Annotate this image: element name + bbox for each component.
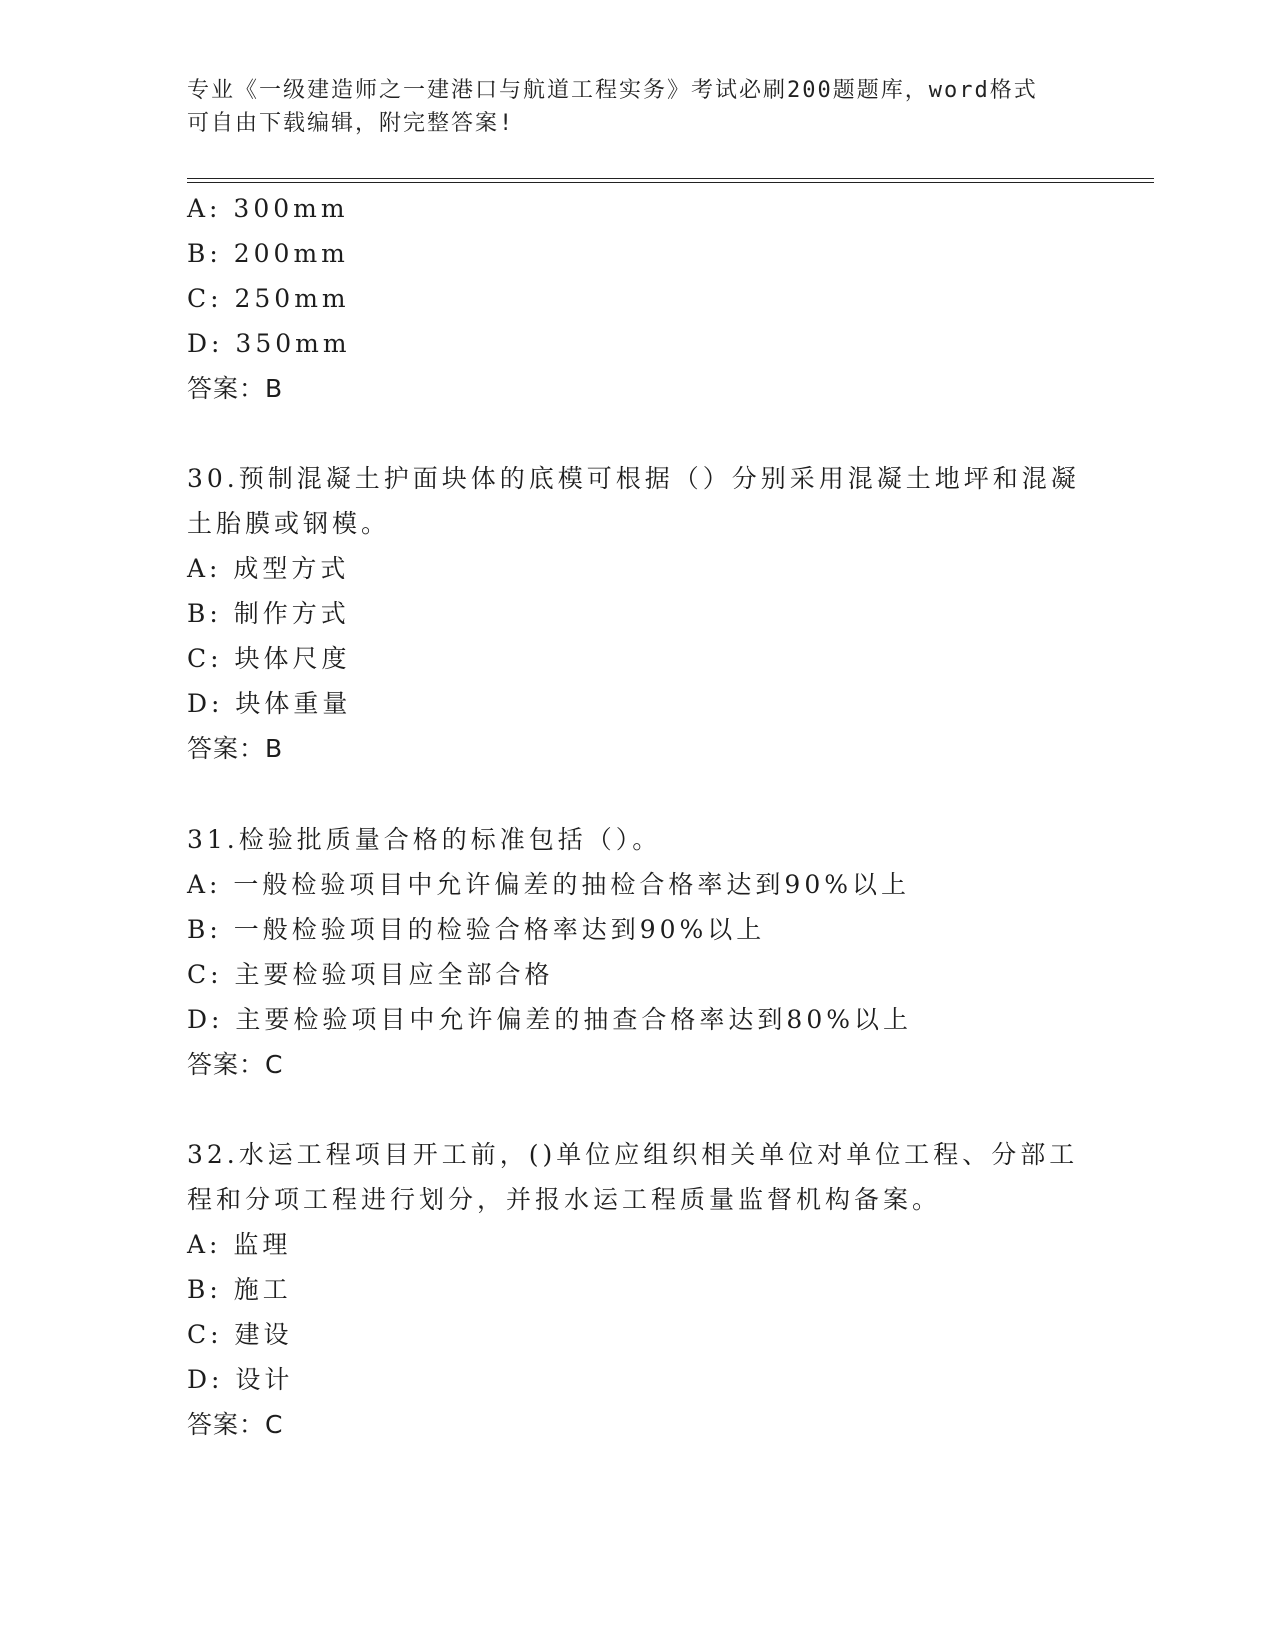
q31-stem-line-1: 31.检验批质量合格的标准包括（）。 [187,825,662,854]
q32-option-c: C: 建设 [187,1320,293,1349]
q31-option-a: A: 一般检验项目中允许偏差的抽检合格率达到90%以上 [187,870,910,899]
q29-answer: 答案：B [187,374,284,403]
q31-option-d: D: 主要检验项目中允许偏差的抽查合格率达到80%以上 [187,1005,912,1034]
q30-stem-line-1: 30.预制混凝土护面块体的底模可根据（）分别采用混凝土地坪和混凝 [187,464,1080,493]
header-divider-bottom [187,182,1154,183]
q32-option-b: B: 施工 [187,1275,292,1304]
q31-option-c: C: 主要检验项目应全部合格 [187,960,554,989]
header-divider-top [187,178,1154,179]
q30-stem-line-2: 土胎膜或钢模。 [187,509,391,538]
q30-option-c: C: 块体尺度 [187,644,351,673]
q32-stem-line-1: 32.水运工程项目开工前，()单位应组织相关单位对单位工程、分部工 [187,1140,1079,1169]
q30-option-d: D: 块体重量 [187,689,352,718]
q30-option-b: B: 制作方式 [187,599,350,628]
document-header [187,74,1067,140]
q29-option-c: C: 250mm [187,284,350,313]
q29-option-a: A: 300mm [187,194,349,223]
q29-option-d: D: 350mm [187,329,351,358]
q31-option-b: B: 一般检验项目的检验合格率达到90%以上 [187,915,766,944]
q32-option-a: A: 监理 [187,1230,292,1259]
q29-option-b: B: 200mm [187,239,349,268]
q31-answer: 答案：C [187,1050,284,1079]
q32-answer: 答案：C [187,1410,284,1439]
q30-answer: 答案：B [187,734,284,763]
q32-option-d: D: 设计 [187,1365,294,1394]
header-line-2: 可自由下载编辑，附完整答案! [187,111,515,136]
q32-stem-line-2: 程和分项工程进行划分，并报水运工程质量监督机构备案。 [187,1185,942,1214]
q30-option-a: A: 成型方式 [187,554,350,583]
header-line-1: 专业《一级建造师之一建港口与航道工程实务》考试必刷200题题库，word格式 [187,78,1038,103]
